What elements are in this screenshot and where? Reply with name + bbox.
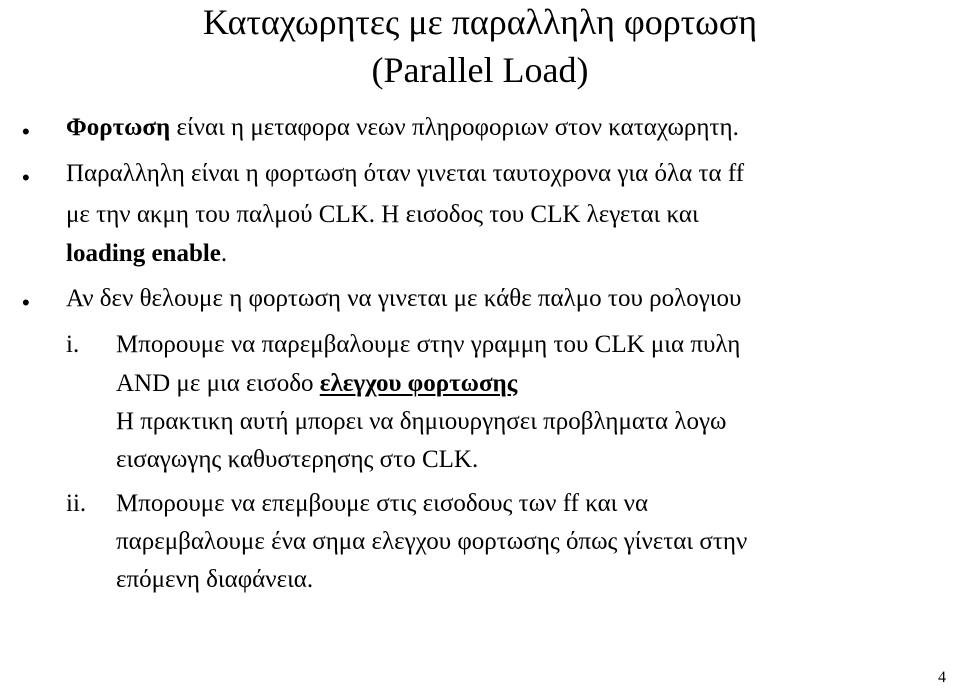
bullet-1-line-1 [66,113,739,143]
bullet-2-line-2: με την ακμη του παλμού CLK. Η εισοδος του CLK λεγεται και [66,201,699,228]
bullet-marker: • [22,290,30,315]
bold-term: Φορτωση [66,114,171,141]
bullet-marker: • [22,119,30,144]
bullet-text: είναι η μεταφορα νεων πληροφοριων στον καταχωρητη. [170,114,739,141]
bullet-text: . [220,240,228,267]
bullet-marker: • [22,165,30,190]
bullet-2-line-1: Παραλληλη είναι η φορτωση όταν γινεται ταυτοχρονα για όλα τα ff [66,160,745,187]
bullet-2-line-3 [66,239,227,269]
bullet-3-line-1: Αν δεν θελουμε η φορτωση να γινεται με κάθε παλμο του ρολογιου [66,285,742,312]
slide-title-line-2: (Parallel Load) [371,50,589,90]
slide-title-line-1: Καταχωρητες με παραλληλη φορτωση [202,2,758,42]
bold-term: loading enable [66,240,221,267]
item-i-marker: i. [66,331,80,358]
item-ii-marker: ii. [66,490,87,517]
item-text: AND με μια εισοδο [116,370,320,397]
item-i-line-3: Η πρακτικη αυτή μπορει να δημιουργησει προβληματα λογω [116,408,727,435]
item-i-line-2 [116,369,517,399]
item-ii-line-1: Μπορουμε να επεμβουμε στις εισοδους των ff και να [116,490,649,517]
item-i-line-4: εισαγωγης καθυστερησης στο CLK. [116,446,479,473]
item-i-line-1: Μπορουμε να παρεμβαλουμε στην γραμμη του CLK μια πυλη [116,331,741,358]
underlined-term: ελεγχου φορτωσης [319,370,518,397]
page-number: 4 [938,669,946,686]
item-ii-line-2: παρεμβαλουμε ένα σημα ελεγχου φορτωσης όπως γίνεται στην [116,528,748,555]
item-ii-line-3: επόμενη διαφάνεια. [116,566,314,593]
